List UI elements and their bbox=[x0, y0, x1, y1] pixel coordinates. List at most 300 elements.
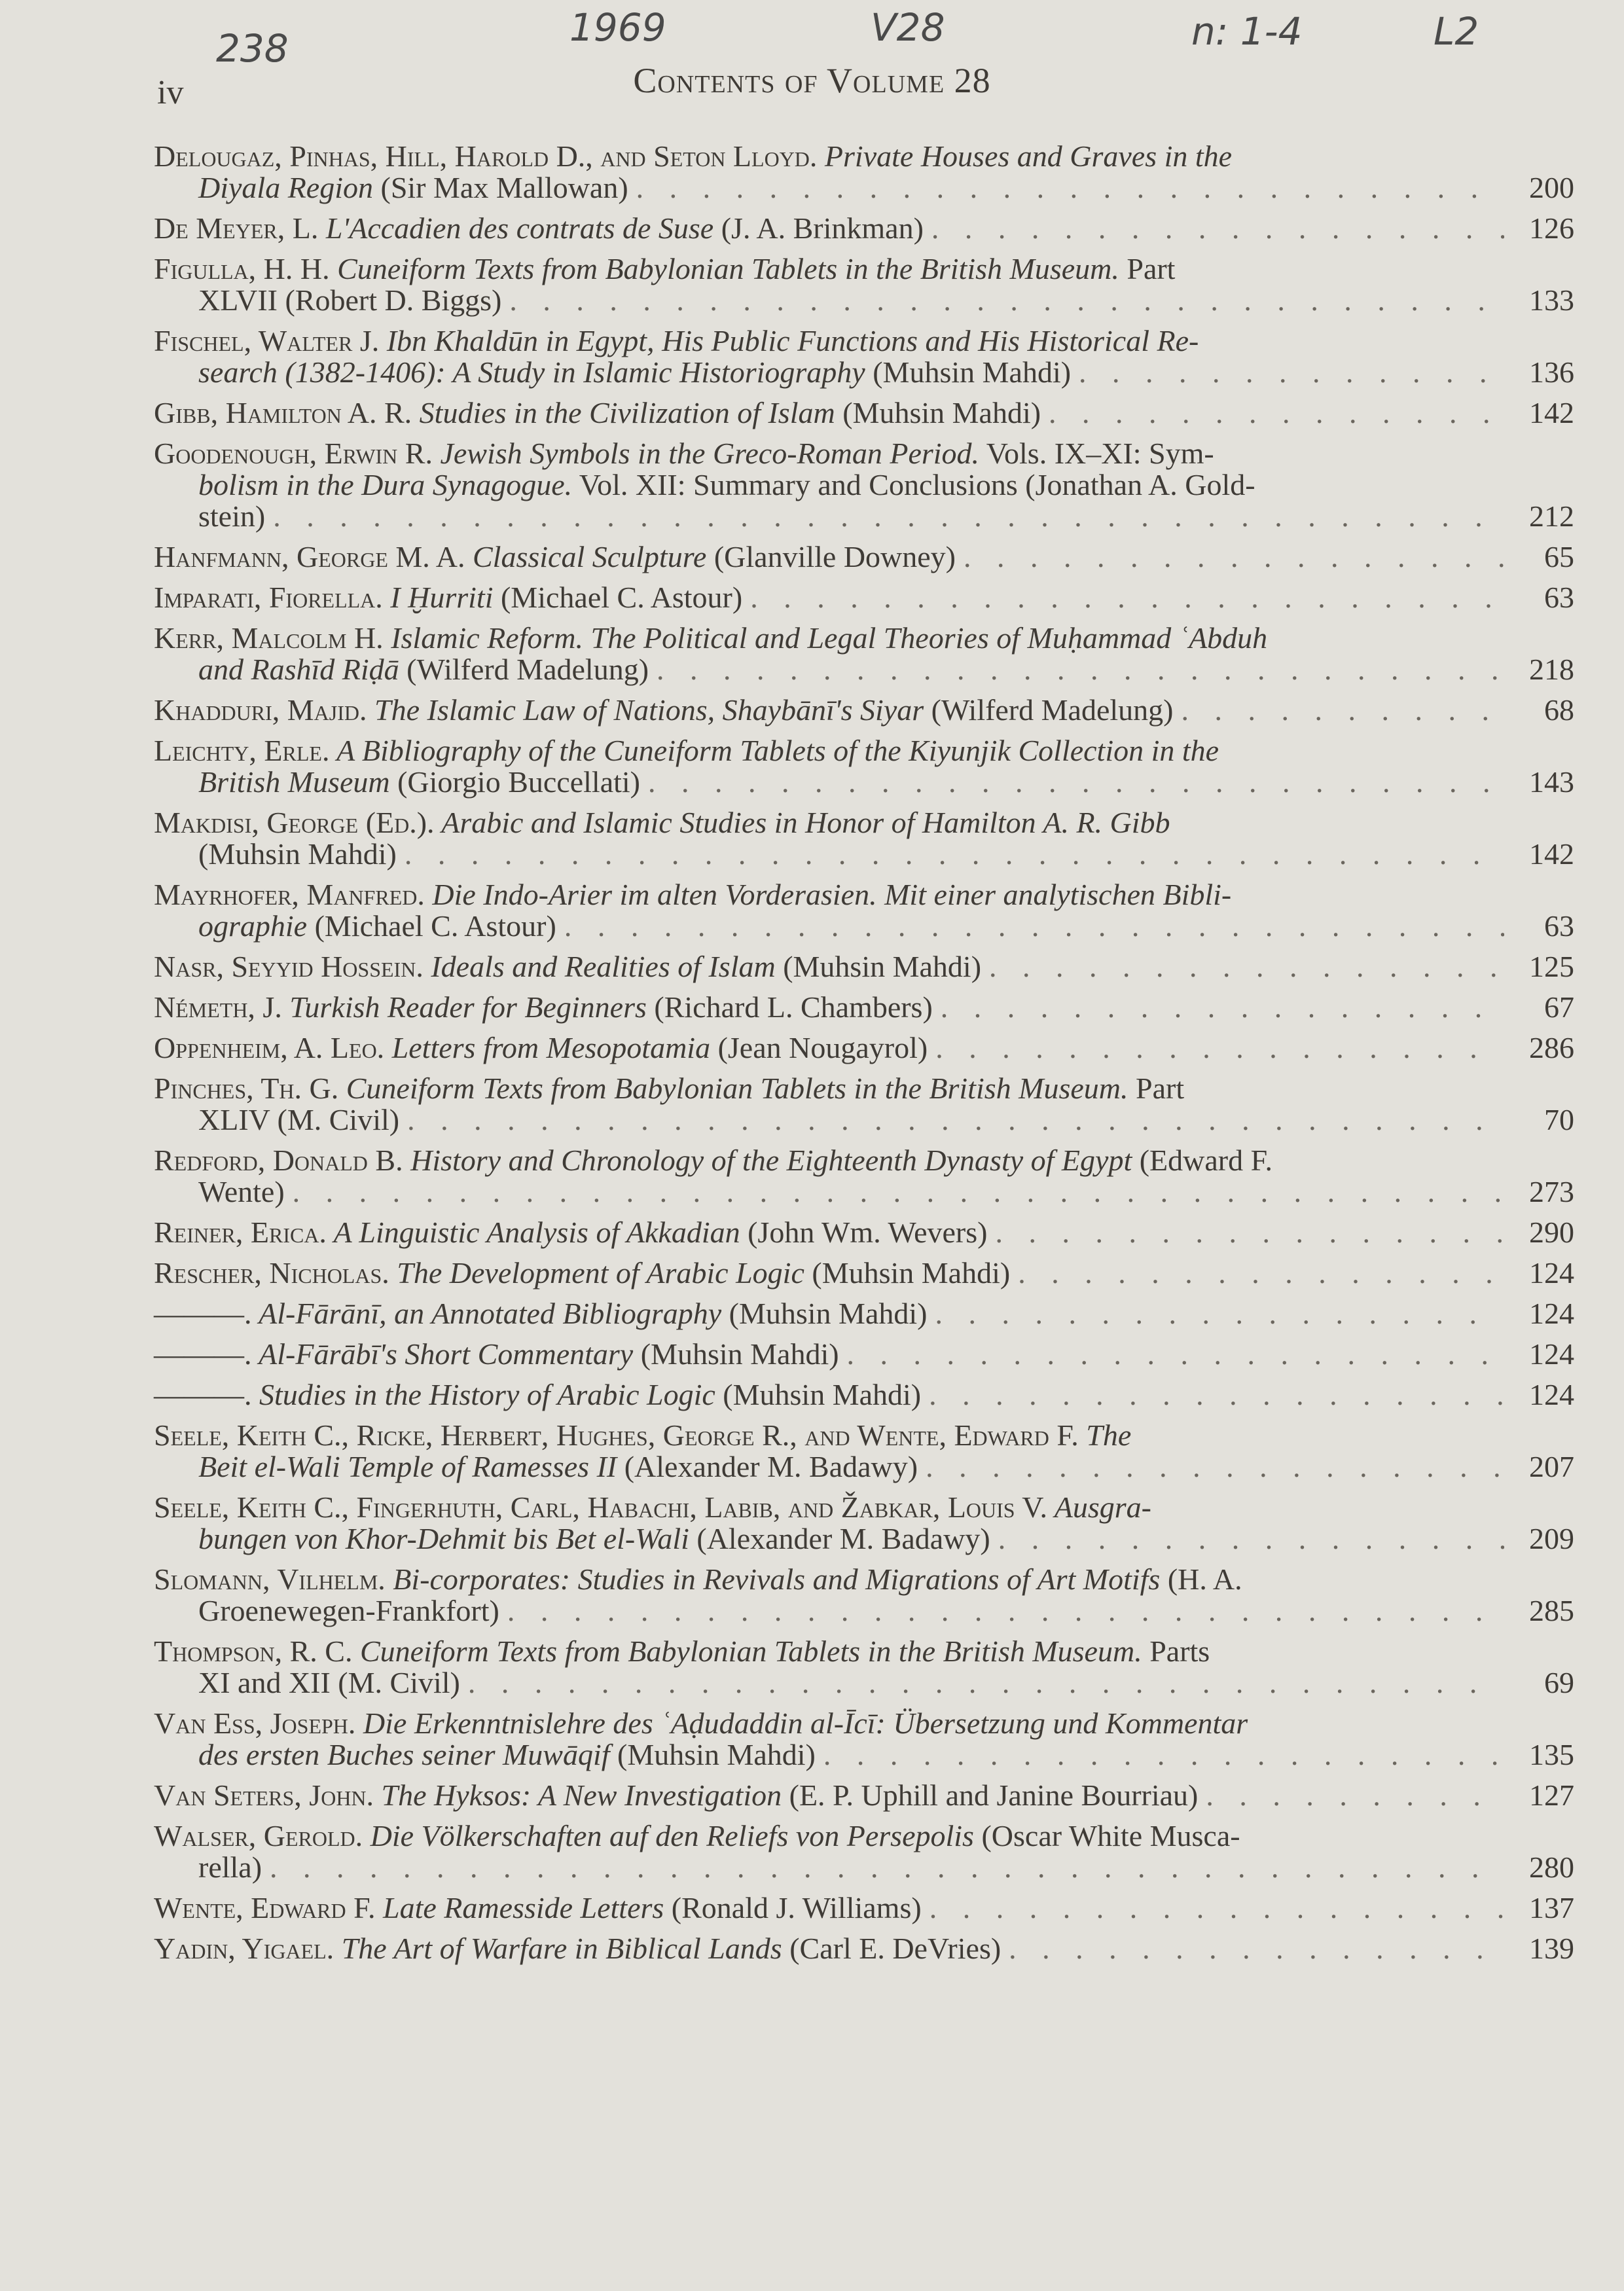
entry-reviewer: (John Wm. Wevers) bbox=[740, 1216, 988, 1249]
entry-title: des ersten Buches seiner Muwāqif bbox=[198, 1738, 610, 1771]
contents-entry bbox=[154, 1145, 1574, 1208]
entry-reviewer: (Alexander M. Badawy) bbox=[689, 1522, 990, 1555]
entry-page-number: 125 bbox=[1529, 950, 1574, 983]
leader-dots bbox=[941, 992, 1504, 1023]
contents-entry bbox=[154, 325, 1574, 388]
entry-text bbox=[198, 1104, 399, 1136]
leader-dots bbox=[657, 654, 1504, 685]
entry-line bbox=[154, 357, 1574, 388]
entry-author: Hanfmann, George M. A. bbox=[154, 540, 465, 573]
entry-author: ———. bbox=[154, 1297, 252, 1330]
contents-entry bbox=[154, 1420, 1574, 1483]
entry-line bbox=[154, 1595, 1574, 1627]
entry-reviewer: Wente) bbox=[198, 1175, 285, 1208]
leader-dots bbox=[293, 1176, 1504, 1208]
entry-line bbox=[154, 1451, 1574, 1483]
entry-author: Nasr, Seyyid Hossein. bbox=[154, 950, 424, 983]
entry-reviewer: Part bbox=[1128, 1072, 1185, 1105]
entry-line bbox=[154, 1339, 1574, 1370]
contents-entry bbox=[154, 1636, 1574, 1699]
entry-text bbox=[154, 213, 924, 244]
leader-dots bbox=[648, 767, 1504, 798]
running-head: Contents of Volume 28 bbox=[633, 61, 991, 100]
entry-text bbox=[154, 1145, 1272, 1176]
entry-line bbox=[154, 1298, 1574, 1329]
entry-line bbox=[154, 767, 1574, 798]
entry-line bbox=[154, 911, 1574, 942]
entry-title: Diyala Region bbox=[198, 171, 373, 204]
leader-dots bbox=[989, 951, 1504, 983]
contents-entry bbox=[154, 541, 1574, 573]
entry-title: search (1382-1406): A Study in Islamic Historiography bbox=[198, 355, 865, 389]
entry-text bbox=[154, 879, 1231, 911]
entry-line bbox=[154, 695, 1574, 726]
entry-author: Németh, J. bbox=[154, 990, 282, 1024]
entry-reviewer: (Glanville Downey) bbox=[706, 540, 956, 573]
entry-author: ———. bbox=[154, 1337, 252, 1371]
leader-dots bbox=[468, 1667, 1504, 1699]
entry-line bbox=[154, 438, 1574, 469]
leader-dots bbox=[847, 1339, 1504, 1370]
entry-reviewer: Groenewegen-Frankfort) bbox=[198, 1594, 499, 1627]
entry-title: Cuneiform Texts from Babylonian Tablets in the British Museum. bbox=[338, 1072, 1128, 1105]
entry-line bbox=[154, 541, 1574, 573]
entry-text bbox=[154, 397, 1041, 429]
entry-title: Die Erkenntnislehre des ʿAḍudaddin al-Īcī: Übersetzung und Kommentar bbox=[355, 1706, 1248, 1740]
entry-page-number: 142 bbox=[1529, 837, 1574, 871]
entry-title: The Art of Warfare in Biblical Lands bbox=[334, 1932, 782, 1965]
entry-author: Figulla, H. H. bbox=[154, 252, 330, 285]
entry-line bbox=[154, 654, 1574, 685]
entry-text bbox=[154, 1217, 987, 1248]
entry-text bbox=[198, 1595, 499, 1627]
entry-reviewer: XLIV (M. Civil) bbox=[198, 1103, 400, 1136]
entry-line bbox=[154, 1217, 1574, 1248]
entry-text bbox=[154, 1420, 1131, 1451]
entry-line bbox=[154, 951, 1574, 983]
entry-title: Classical Sculpture bbox=[465, 540, 707, 573]
entry-title: Letters from Mesopotamia bbox=[384, 1031, 711, 1064]
entry-text bbox=[154, 541, 956, 573]
entry-line bbox=[154, 172, 1574, 204]
entry-line bbox=[154, 1420, 1574, 1451]
entry-page-number: 139 bbox=[1529, 1932, 1574, 1965]
entry-reviewer: rella) bbox=[198, 1850, 262, 1884]
entry-page-number: 126 bbox=[1529, 211, 1574, 245]
entry-text bbox=[154, 1708, 1248, 1739]
entry-text bbox=[198, 1852, 262, 1883]
entry-text bbox=[198, 839, 397, 870]
entry-title: ographie bbox=[198, 909, 308, 943]
entry-page-number: 136 bbox=[1529, 355, 1574, 389]
entry-text bbox=[154, 253, 1175, 285]
entry-line bbox=[154, 992, 1574, 1023]
entry-text bbox=[198, 285, 501, 316]
entry-line bbox=[154, 1780, 1574, 1811]
contents-entry bbox=[154, 1073, 1574, 1136]
entry-text bbox=[198, 501, 265, 532]
contents-entry bbox=[154, 1032, 1574, 1064]
leader-dots bbox=[1206, 1780, 1504, 1811]
contents-entry bbox=[154, 807, 1574, 870]
entry-author: Pinches, Th. G. bbox=[154, 1072, 339, 1105]
entry-title: A Bibliography of the Cuneiform Tablets of the Kiyunjik Collection in the bbox=[329, 734, 1219, 767]
entry-reviewer: (Jean Nougayrol) bbox=[710, 1031, 928, 1064]
entry-text bbox=[154, 325, 1199, 357]
entry-text bbox=[154, 141, 1232, 172]
entry-page-number: 209 bbox=[1529, 1522, 1574, 1555]
entry-author: Leichty, Erle. bbox=[154, 734, 330, 767]
entry-text bbox=[154, 735, 1219, 767]
entry-title: I Ḫurriti bbox=[382, 581, 494, 614]
entry-line bbox=[154, 1073, 1574, 1104]
entry-line bbox=[154, 735, 1574, 767]
entry-line bbox=[154, 582, 1574, 613]
contents-entry bbox=[154, 253, 1574, 316]
leader-dots bbox=[270, 1852, 1504, 1883]
entry-page-number: 127 bbox=[1529, 1778, 1574, 1812]
contents-entry bbox=[154, 1780, 1574, 1811]
entry-reviewer: (Muhsin Mahdi) bbox=[804, 1256, 1011, 1290]
entry-reviewer: (Michael C. Astour) bbox=[307, 909, 556, 943]
entry-text bbox=[154, 1298, 927, 1329]
contents-entry bbox=[154, 1298, 1574, 1329]
entry-line bbox=[154, 1636, 1574, 1667]
entry-text bbox=[154, 1892, 922, 1924]
entry-author: Seele, Keith C., Ricke, Herbert, Hughes, George R., and Wente, Edward F. bbox=[154, 1418, 1079, 1452]
entry-reviewer: (Muhsin Mahdi) bbox=[775, 950, 982, 983]
contents-entry bbox=[154, 213, 1574, 244]
entry-line bbox=[154, 1523, 1574, 1555]
entry-title: Ibn Khaldūn in Egypt, His Public Functions and His Historical Re- bbox=[379, 324, 1199, 357]
entry-reviewer: Vol. XII: Summary and Conclusions (Jonathan A. Gold- bbox=[572, 468, 1255, 501]
entry-title: The Development of Arabic Logic bbox=[389, 1256, 804, 1290]
entry-author: Slomann, Vilhelm. bbox=[154, 1562, 386, 1596]
entry-title: Die Völkerschaften auf den Reliefs von Persepolis bbox=[363, 1819, 974, 1852]
contents-entry bbox=[154, 582, 1574, 613]
entry-page-number: 142 bbox=[1529, 396, 1574, 429]
contents-entry bbox=[154, 951, 1574, 983]
entry-title: Ideals and Realities of Islam bbox=[423, 950, 776, 983]
leader-dots bbox=[998, 1523, 1504, 1555]
entry-title: The Islamic Law of Nations, Shaybānī's Siyar bbox=[367, 693, 924, 727]
entry-text bbox=[198, 357, 1071, 388]
leader-dots bbox=[405, 839, 1504, 870]
entry-text bbox=[154, 1564, 1242, 1595]
entry-title: Cuneiform Texts from Babylonian Tablets in the British Museum. bbox=[329, 252, 1119, 285]
entry-line bbox=[154, 622, 1574, 654]
entry-line bbox=[154, 1708, 1574, 1739]
entry-reviewer: (Michael C. Astour) bbox=[493, 581, 743, 614]
contents-entry bbox=[154, 735, 1574, 798]
entry-text bbox=[154, 622, 1267, 654]
entry-author: Walser, Gerold. bbox=[154, 1819, 363, 1852]
entry-text bbox=[154, 1032, 928, 1064]
leader-dots bbox=[929, 1892, 1504, 1924]
contents-entry bbox=[154, 622, 1574, 685]
entry-reviewer: (Ronald J. Williams) bbox=[664, 1891, 922, 1924]
contents-entry bbox=[154, 1708, 1574, 1771]
entry-author: Makdisi, George (Ed.). bbox=[154, 806, 435, 839]
entry-line bbox=[154, 1852, 1574, 1883]
entry-title: Turkish Reader for Beginners bbox=[281, 990, 647, 1024]
entry-page-number: 290 bbox=[1529, 1216, 1574, 1249]
entry-text bbox=[198, 1739, 816, 1771]
entry-page-number: 63 bbox=[1544, 581, 1574, 614]
entry-page-number: 273 bbox=[1529, 1175, 1574, 1208]
entry-title: Late Ramesside Letters bbox=[375, 1891, 664, 1924]
entry-page-number: 68 bbox=[1544, 693, 1574, 727]
leader-dots bbox=[1079, 357, 1504, 388]
entry-page-number: 133 bbox=[1529, 283, 1574, 317]
entry-page-number: 69 bbox=[1544, 1666, 1574, 1699]
contents-entry bbox=[154, 1339, 1574, 1370]
entry-text bbox=[154, 438, 1214, 469]
entry-line bbox=[154, 1820, 1574, 1852]
entry-author: De Meyer, L. bbox=[154, 211, 319, 245]
leader-dots bbox=[273, 501, 1504, 532]
entry-text bbox=[154, 1820, 1240, 1852]
contents-entry bbox=[154, 1564, 1574, 1627]
entry-line bbox=[154, 141, 1574, 172]
entry-page-number: 143 bbox=[1529, 765, 1574, 799]
entry-reviewer: (Muhsin Mahdi) bbox=[633, 1337, 839, 1371]
leader-dots bbox=[750, 582, 1504, 613]
entry-author: Van Ess, Joseph. bbox=[154, 1706, 356, 1740]
entry-line bbox=[154, 501, 1574, 532]
entry-page-number: 124 bbox=[1529, 1337, 1574, 1371]
entry-text bbox=[198, 469, 1255, 501]
entry-page-number: 124 bbox=[1529, 1256, 1574, 1290]
entry-reviewer: Part bbox=[1119, 252, 1176, 285]
leader-dots bbox=[823, 1739, 1504, 1771]
leader-dots bbox=[507, 1595, 1504, 1627]
leader-dots bbox=[564, 911, 1504, 942]
leader-dots bbox=[935, 1032, 1504, 1064]
entry-line bbox=[154, 1032, 1574, 1064]
leader-dots bbox=[935, 1298, 1504, 1329]
leader-dots bbox=[929, 1379, 1504, 1411]
contents-entry bbox=[154, 1892, 1574, 1924]
leader-dots bbox=[926, 1451, 1504, 1483]
entry-reviewer: (Wilferd Madelung) bbox=[399, 653, 649, 686]
entry-text bbox=[154, 1780, 1198, 1811]
entry-title: A Linguistic Analysis of Akkadian bbox=[326, 1216, 740, 1249]
entry-title: Al-Fārānī, an Annotated Bibliography bbox=[251, 1297, 722, 1330]
entry-line bbox=[154, 1933, 1574, 1964]
entry-author: Yadin, Yigael. bbox=[154, 1932, 334, 1965]
entry-title: Bi-corporates: Studies in Revivals and Migrations of Art Motifs bbox=[385, 1562, 1161, 1596]
handwritten-year: 1969 bbox=[569, 5, 666, 50]
entry-reviewer: (Oscar White Musca- bbox=[973, 1819, 1240, 1852]
entry-text bbox=[198, 1667, 460, 1699]
entry-line bbox=[154, 253, 1574, 285]
entry-page-number: 124 bbox=[1529, 1378, 1574, 1411]
entry-author: Imparati, Fiorella. bbox=[154, 581, 383, 614]
entry-title: bungen von Khor-Dehmit bis Bet el-Wali bbox=[198, 1522, 689, 1555]
entry-text bbox=[154, 1379, 921, 1411]
entry-text bbox=[154, 1073, 1184, 1104]
entry-line bbox=[154, 285, 1574, 316]
entry-line bbox=[154, 1892, 1574, 1924]
entry-title: History and Chronology of the Eighteenth Dynasty of Egypt bbox=[403, 1144, 1132, 1177]
leader-dots bbox=[964, 541, 1504, 573]
contents-entry bbox=[154, 1217, 1574, 1248]
entry-reviewer: (Edward F. bbox=[1132, 1144, 1273, 1177]
page-number: iv bbox=[157, 74, 184, 111]
entry-text bbox=[154, 1257, 1010, 1289]
entry-text bbox=[154, 1339, 839, 1370]
entry-line bbox=[154, 1104, 1574, 1136]
entry-reviewer: (Giorgio Buccellati) bbox=[389, 765, 640, 799]
entry-author: ———. bbox=[154, 1378, 252, 1411]
entry-reviewer: XI and XII (M. Civil) bbox=[198, 1666, 460, 1699]
contents-entry bbox=[154, 1379, 1574, 1411]
entry-page-number: 207 bbox=[1529, 1450, 1574, 1483]
entry-reviewer: stein) bbox=[198, 499, 266, 533]
entry-text bbox=[198, 172, 628, 204]
entry-page-number: 135 bbox=[1529, 1738, 1574, 1771]
entry-page-number: 218 bbox=[1529, 653, 1574, 686]
entry-text bbox=[154, 695, 1173, 726]
leader-dots bbox=[509, 285, 1504, 316]
entry-text bbox=[154, 807, 1170, 839]
entry-author: Oppenheim, A. Leo. bbox=[154, 1031, 385, 1064]
leader-dots bbox=[407, 1104, 1504, 1136]
entry-reviewer: (J. A. Brinkman) bbox=[713, 211, 924, 245]
entry-author: Mayrhofer, Manfred. bbox=[154, 878, 425, 911]
entry-line bbox=[154, 397, 1574, 429]
entry-reviewer: (Muhsin Mahdi) bbox=[865, 355, 1072, 389]
entry-title: Islamic Reform. The Political and Legal Theories of Muḥammad ʿAbduh bbox=[383, 621, 1268, 655]
entry-page-number: 280 bbox=[1529, 1850, 1574, 1884]
entry-reviewer: Parts bbox=[1142, 1634, 1210, 1668]
handwritten-volume: V28 bbox=[871, 5, 945, 50]
entry-author: Redford, Donald B. bbox=[154, 1144, 403, 1177]
entry-text bbox=[198, 767, 640, 798]
entry-title: Die Indo-Arier im alten Vorderasien. Mit einer analytischen Bibli- bbox=[424, 878, 1232, 911]
entry-reviewer: (Richard L. Chambers) bbox=[646, 990, 933, 1024]
entry-reviewer: (E. P. Uphill and Janine Bourriau) bbox=[782, 1778, 1199, 1812]
entry-page-number: 285 bbox=[1529, 1594, 1574, 1627]
entry-line bbox=[154, 1739, 1574, 1771]
entry-author: Kerr, Malcolm H. bbox=[154, 621, 384, 655]
entry-reviewer: (Muhsin Mahdi) bbox=[721, 1297, 928, 1330]
entry-text bbox=[198, 654, 649, 685]
entry-line bbox=[154, 879, 1574, 911]
entry-author: Rescher, Nicholas. bbox=[154, 1256, 389, 1290]
entry-author: Fischel, Walter J. bbox=[154, 324, 380, 357]
entry-reviewer: (Muhsin Mahdi) bbox=[835, 396, 1041, 429]
entry-author: Seele, Keith C., Fingerhuth, Carl, Habachi, Labib, and Žabkar, Louis V. bbox=[154, 1490, 1048, 1524]
contents-entry bbox=[154, 1257, 1574, 1289]
entry-page-number: 70 bbox=[1544, 1103, 1574, 1136]
contents-entry bbox=[154, 141, 1574, 204]
entry-page-number: 67 bbox=[1544, 990, 1574, 1024]
entry-text bbox=[154, 1636, 1210, 1667]
entry-text bbox=[198, 911, 556, 942]
contents-entry bbox=[154, 1492, 1574, 1555]
entry-reviewer: (Wilferd Madelung) bbox=[924, 693, 1174, 727]
entry-line bbox=[154, 1667, 1574, 1699]
entry-text bbox=[154, 992, 933, 1023]
entry-page-number: 65 bbox=[1544, 540, 1574, 573]
entry-title: Studies in the History of Arabic Logic bbox=[251, 1378, 715, 1411]
entry-line bbox=[154, 469, 1574, 501]
entry-line bbox=[154, 1379, 1574, 1411]
entry-page-number: 124 bbox=[1529, 1297, 1574, 1330]
leader-dots bbox=[1009, 1933, 1504, 1964]
entry-title: Private Houses and Graves in the bbox=[817, 139, 1233, 173]
entry-page-number: 137 bbox=[1529, 1891, 1574, 1924]
entry-author: Wente, Edward F. bbox=[154, 1891, 376, 1924]
entry-title: British Museum bbox=[198, 765, 390, 799]
leader-dots bbox=[636, 172, 1504, 204]
entry-line bbox=[154, 1564, 1574, 1595]
entry-title: The Hyksos: A New Investigation bbox=[374, 1778, 782, 1812]
entry-text bbox=[154, 582, 742, 613]
entry-line bbox=[154, 839, 1574, 870]
entry-page-number: 286 bbox=[1529, 1031, 1574, 1064]
contents-entry bbox=[154, 695, 1574, 726]
leader-dots bbox=[1181, 695, 1504, 726]
entry-reviewer: (Alexander M. Badawy) bbox=[617, 1450, 918, 1483]
entry-author: Reiner, Erica. bbox=[154, 1216, 327, 1249]
contents-entry bbox=[154, 879, 1574, 942]
entry-title: Arabic and Islamic Studies in Honor of Hamilton A. R. Gibb bbox=[434, 806, 1170, 839]
leader-dots bbox=[1049, 397, 1504, 429]
entry-page-number: 212 bbox=[1529, 499, 1574, 533]
entry-reviewer: (Carl E. DeVries) bbox=[782, 1932, 1001, 1965]
entry-line bbox=[154, 1257, 1574, 1289]
entry-reviewer: (Muhsin Mahdi) bbox=[715, 1378, 922, 1411]
handwritten-issue: n: 1-4 bbox=[1191, 9, 1303, 54]
entry-line bbox=[154, 325, 1574, 357]
entry-reviewer: (H. A. bbox=[1160, 1562, 1242, 1596]
entry-text bbox=[154, 1933, 1001, 1964]
leader-dots bbox=[1018, 1257, 1504, 1289]
entry-reviewer: (Muhsin Mahdi) bbox=[609, 1738, 816, 1771]
handwritten-mark: L2 bbox=[1434, 9, 1479, 54]
entry-line bbox=[154, 1492, 1574, 1523]
entry-line bbox=[154, 213, 1574, 244]
entry-text bbox=[198, 1451, 918, 1483]
entry-author: Thompson, R. C. bbox=[154, 1634, 353, 1668]
entry-page-number: 200 bbox=[1529, 171, 1574, 204]
entry-reviewer: Vols. IX–XI: Sym- bbox=[979, 437, 1214, 470]
entry-title: The bbox=[1078, 1418, 1132, 1452]
entry-page-number: 63 bbox=[1544, 909, 1574, 943]
entry-line bbox=[154, 1176, 1574, 1208]
leader-dots bbox=[931, 213, 1504, 244]
entry-text bbox=[198, 1523, 990, 1555]
contents-entry bbox=[154, 397, 1574, 429]
contents-entry bbox=[154, 1820, 1574, 1883]
entry-title: Beit el-Wali Temple of Ramesses II bbox=[198, 1450, 617, 1483]
entry-reviewer: (Muhsin Mahdi) bbox=[198, 837, 397, 871]
entry-title: Al-Fārābī's Short Commentary bbox=[251, 1337, 634, 1371]
entry-title: Cuneiform Texts from Babylonian Tablets in the British Museum. bbox=[352, 1634, 1142, 1668]
entry-text bbox=[154, 1492, 1151, 1523]
entry-reviewer: (Sir Max Mallowan) bbox=[373, 171, 628, 204]
entry-author: Van Seters, John. bbox=[154, 1778, 374, 1812]
entry-line bbox=[154, 1145, 1574, 1176]
contents-entry bbox=[154, 992, 1574, 1023]
contents-list bbox=[154, 141, 1574, 1974]
entry-title: and Rashīd Riḍā bbox=[198, 653, 399, 686]
entry-text bbox=[154, 951, 981, 983]
entry-title: bolism in the Dura Synagogue. bbox=[198, 468, 573, 501]
